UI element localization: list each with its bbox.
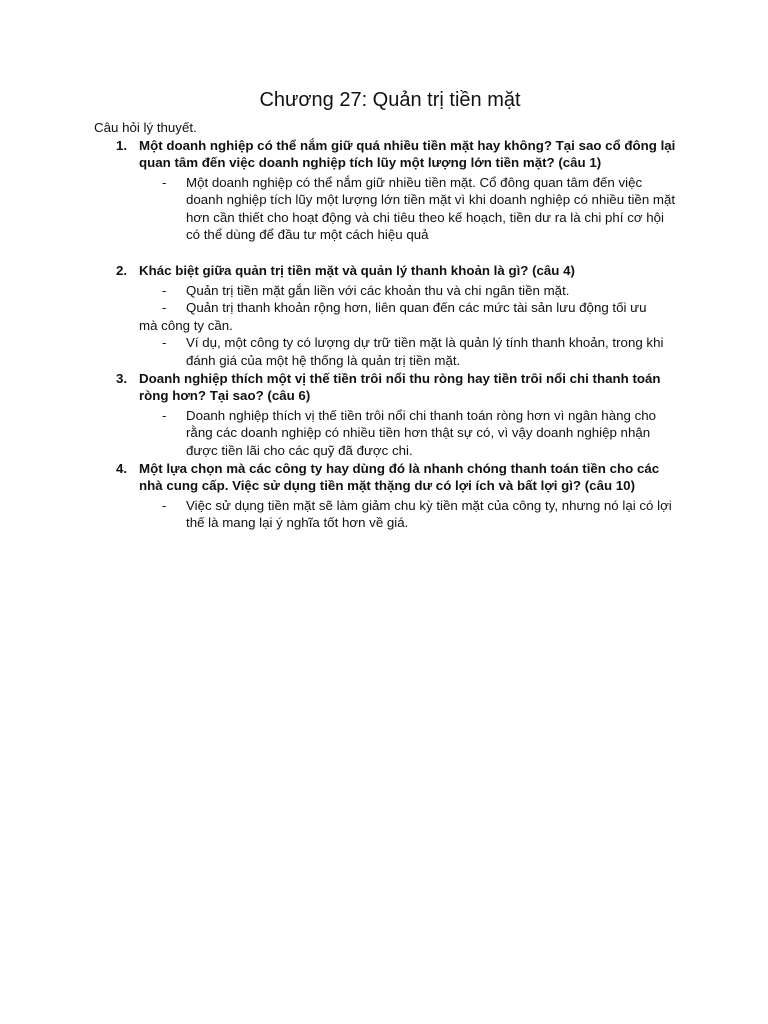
question-2: [94, 262, 678, 280]
question-2-text: Khác biệt giữa quản trị tiền mặt và quản lý thanh khoản là gì? (câu 4): [139, 263, 575, 279]
answer-item: [94, 282, 678, 300]
spacer: [94, 244, 678, 262]
continuation-text: mà công ty cần.: [139, 317, 233, 333]
answer-item: [94, 407, 678, 460]
answer-text: Quản trị tiền mặt gắn liền với các khoản thu và chi ngân tiền mặt.: [186, 282, 570, 298]
dash-bullet: -: [162, 407, 167, 423]
question-1-number: 1.: [116, 137, 128, 153]
question-2-answers: [94, 282, 678, 317]
answer-text: Ví dụ, một công ty có lượng dự trữ tiền mặt là quản lý tính thanh khoản, trong khi đánh giá của một hệ thống là quản trị tiền mặt.: [186, 335, 664, 369]
question-3: [94, 370, 678, 405]
question-2-number: 2.: [116, 263, 128, 279]
dash-bullet: -: [162, 335, 167, 351]
answer-text: Việc sử dụng tiền mặt sẽ làm giảm chu kỳ tiền mặt của công ty, nhưng nó lại có lợi thế là mang lại ý nghĩa tốt hơn về giá.: [186, 497, 672, 531]
dash-bullet: -: [162, 497, 167, 513]
question-4: [94, 460, 678, 495]
question-3-answers: [94, 407, 678, 460]
question-1-text: Một doanh nghiệp có thể nắm giữ quá nhiều tiền mặt hay không? Tại sao cổ đông lại quan tâm đến việc doanh nghiệp tích lũy một lượng lớn tiền mặt? (câu 1): [139, 137, 676, 171]
answer-text: Quản trị thanh khoản rộng hơn, liên quan đến các mức tài sản lưu động tối ưu: [186, 300, 647, 316]
dash-bullet: -: [162, 282, 167, 298]
question-2-answers-cont: [94, 334, 678, 369]
answer-item: [94, 174, 678, 244]
page-title: Chương 27: Quản trị tiền mặt: [259, 89, 521, 111]
intro-text: Câu hỏi lý thuyết.: [94, 120, 197, 135]
question-4-answers: [94, 497, 678, 532]
question-3-text: Doanh nghiệp thích một vị thế tiền trôi nổi thu ròng hay tiền trôi nổi chi thanh toán ròng hơn? Tại sao? (câu 6): [139, 370, 661, 404]
question-4-text: Một lựa chọn mà các công ty hay dùng đó là nhanh chóng thanh toán tiền cho các nhà cung cấp. Việc sử dụng tiền mặt thặng dư có lợi ích và bất lợi gì? (câu 10): [139, 460, 660, 494]
dash-bullet: -: [162, 174, 167, 190]
question-1: [94, 137, 678, 172]
question-4-number: 4.: [116, 460, 128, 476]
dash-bullet: -: [162, 300, 167, 316]
answer-item: [94, 334, 678, 369]
answer-item: [94, 299, 678, 317]
answer-text: Doanh nghiệp thích vị thế tiền trôi nổi chi thanh toán ròng hơn vì ngân hàng cho rằng các doanh nghiệp có nhiều tiền hơn thật sự có, vì vậy doanh nghiệp nhận được tiền lãi cho các quỹ đã được chi.: [186, 407, 657, 458]
question-1-answers: [94, 174, 678, 244]
question-3-number: 3.: [116, 370, 128, 386]
answer-text: Một doanh nghiệp có thể nắm giữ nhiều tiền mặt. Cổ đông quan tâm đến việc doanh nghiệp tích lũy một lượng lớn tiền mặt vì khi doanh nghiệp có nhiều tiền mặt hơn cần thiết cho hoạt động và chi tiêu theo kế hoạch, tiền dư ra là chi phí cơ hội có thể dùng để đầu tư một cách hiệu quả: [186, 174, 676, 243]
answer-item: [94, 497, 678, 532]
